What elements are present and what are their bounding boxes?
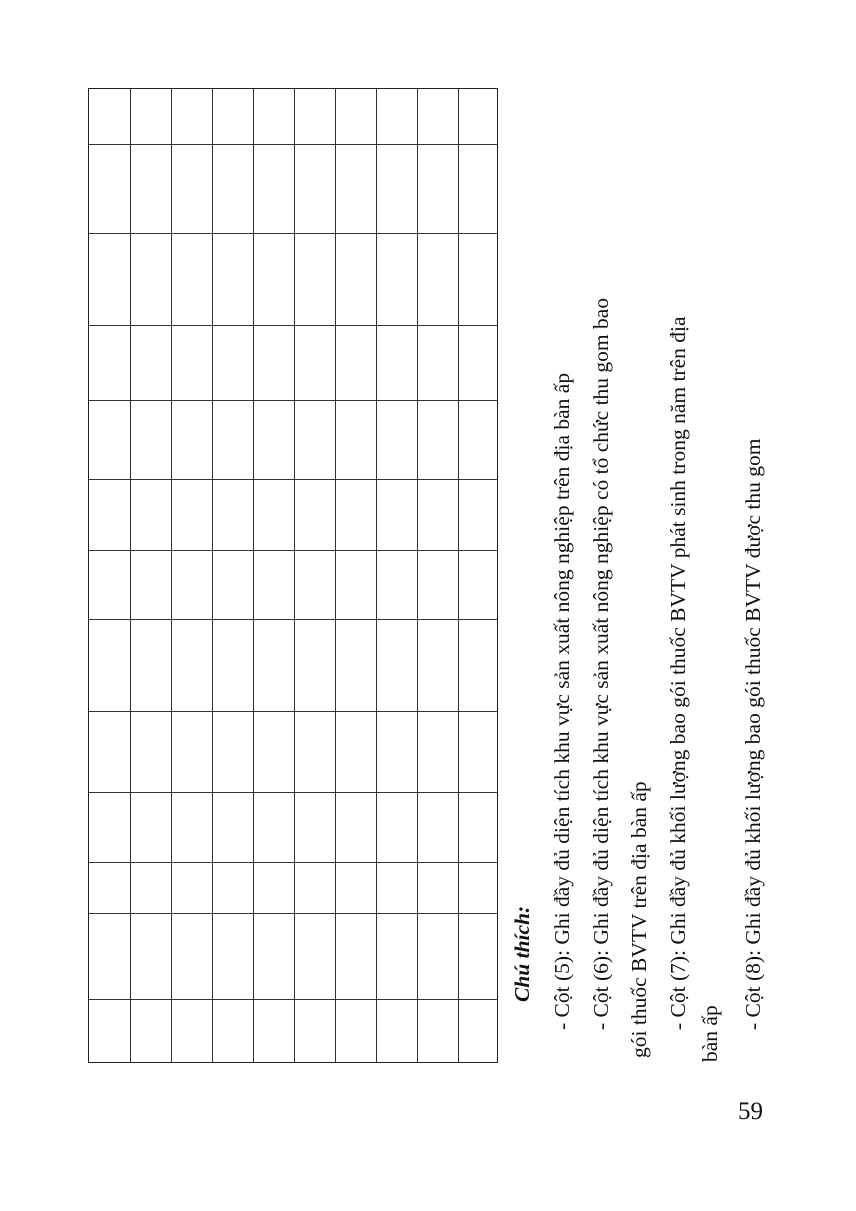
table-row-divider: [130, 89, 131, 1062]
table-column-divider: [89, 550, 497, 551]
note-column-7-line-2: bàn ấp: [698, 1005, 722, 1062]
table-column-divider: [89, 400, 497, 401]
notes-title: Chú thích:: [510, 905, 534, 1002]
table-row-divider: [171, 89, 172, 1062]
table-column-divider: [89, 619, 497, 620]
table-row-divider: [458, 89, 459, 1062]
table-column-divider: [89, 144, 497, 145]
table-row-divider: [335, 89, 336, 1062]
blank-data-table: [88, 88, 498, 1063]
table-row-divider: [294, 89, 295, 1062]
table-row-divider: [417, 89, 418, 1062]
page-number: 59: [738, 1098, 763, 1125]
table-column-divider: [89, 862, 497, 863]
note-column-7-line-1: - Cột (7): Ghi đầy đủ khối lượng bao gói thuốc BVTV phát sinh trong năm trên địa: [666, 316, 690, 1030]
table-column-divider: [89, 792, 497, 793]
table-column-divider: [89, 233, 497, 234]
table-column-divider: [89, 999, 497, 1000]
table-row-divider: [212, 89, 213, 1062]
table-column-divider: [89, 325, 497, 326]
table-column-divider: [89, 479, 497, 480]
note-column-6-line-1: - Cột (6): Ghi đầy đủ diện tích khu vực sản xuất nông nghiệp có tổ chức thu gom bao: [589, 297, 613, 1030]
note-column-5: - Cột (5): Ghi đầy đủ diện tích khu vực sản xuất nông nghiệp trên địa bàn ấp: [550, 372, 574, 1030]
table-row-divider: [253, 89, 254, 1062]
table-column-divider: [89, 913, 497, 914]
table-row-divider: [376, 89, 377, 1062]
note-column-6-line-2: gói thuốc BVTV trên địa bàn ấp: [627, 781, 651, 1058]
note-column-8: - Cột (8): Ghi đầy đủ khối lượng bao gói thuốc BVTV được thu gom: [741, 438, 765, 1030]
table-column-divider: [89, 711, 497, 712]
